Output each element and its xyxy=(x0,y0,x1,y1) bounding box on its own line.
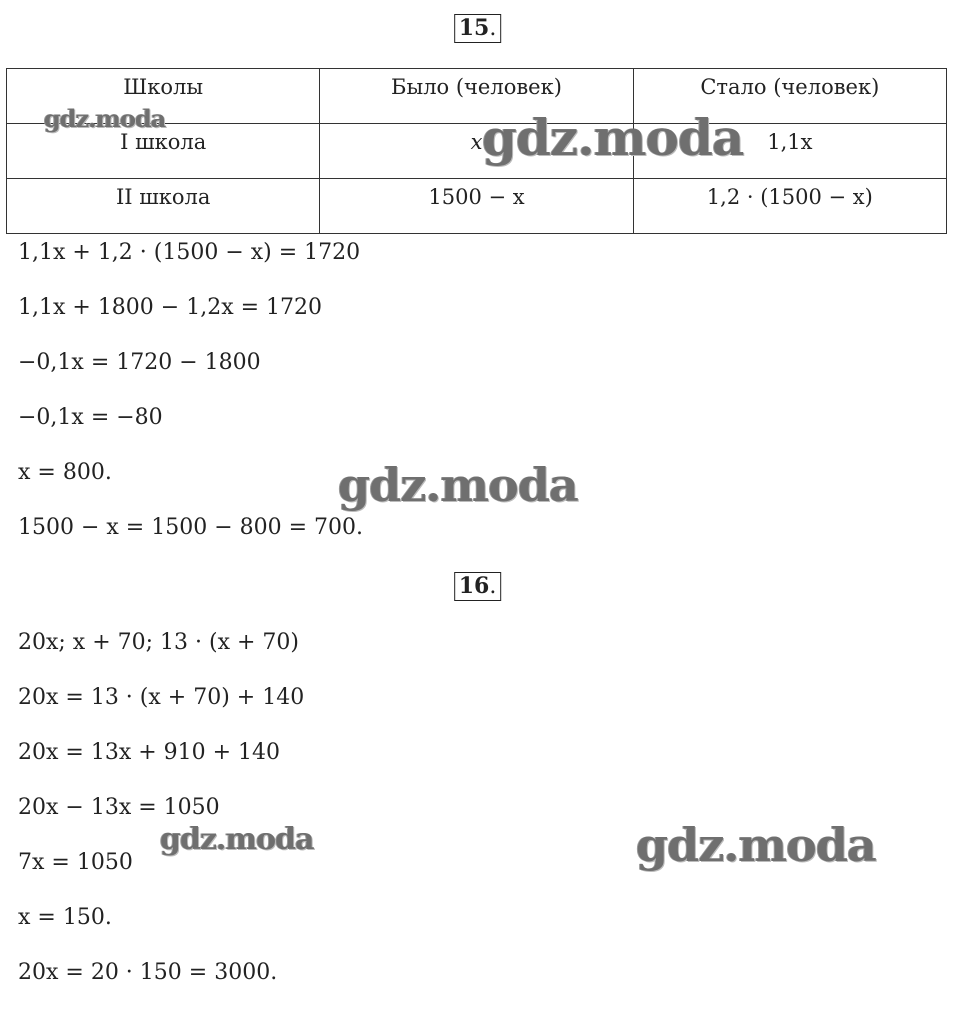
table-cell: I школа xyxy=(7,124,320,179)
table-cell: 1,2 · (1500 − x) xyxy=(633,179,946,234)
equation-line: 20x − 13x = 1050 xyxy=(18,795,220,820)
equation-line: x = 150. xyxy=(18,905,112,930)
problem-16-number: 16. xyxy=(454,572,502,601)
table-header-cell: Школы xyxy=(7,69,320,124)
table-header-cell: Было (человек) xyxy=(320,69,633,124)
equation-line: 20x; x + 70; 13 · (x + 70) xyxy=(18,630,299,655)
table-cell: 1,1x xyxy=(633,124,946,179)
equation-line: 1,1x + 1800 − 1,2x = 1720 xyxy=(18,295,323,320)
equation-line: 7x = 1050 xyxy=(18,850,133,875)
schools-table xyxy=(6,68,947,234)
equation-line: 1,1x + 1,2 · (1500 − x) = 1720 xyxy=(18,240,361,265)
equation-line: −0,1x = 1720 − 1800 xyxy=(18,350,261,375)
equation-line: 20x = 13 · (x + 70) + 140 xyxy=(18,685,305,710)
problem-15-number: 15. xyxy=(454,14,502,43)
watermark: gdz.moda xyxy=(482,108,744,167)
table-cell: II школа xyxy=(7,179,320,234)
table-cell: 1500 − x xyxy=(320,179,633,234)
equation-line: 20x = 13x + 910 + 140 xyxy=(18,740,281,765)
equation-line: 1500 − x = 1500 − 800 = 700. xyxy=(18,515,364,540)
table-cell: x xyxy=(320,124,633,179)
table-row xyxy=(7,124,947,179)
table-header-row xyxy=(7,69,947,124)
equation-line: x = 800. xyxy=(18,460,112,485)
watermark: gdz.moda xyxy=(160,822,314,857)
table-row xyxy=(7,179,947,234)
equation-line: 20x = 20 · 150 = 3000. xyxy=(18,960,278,985)
table-header-cell: Стало (человек) xyxy=(633,69,946,124)
equation-line: −0,1x = −80 xyxy=(18,405,163,430)
watermark: gdz.moda xyxy=(636,818,876,872)
watermark: gdz.moda xyxy=(44,104,166,133)
watermark: gdz.moda xyxy=(338,458,578,512)
